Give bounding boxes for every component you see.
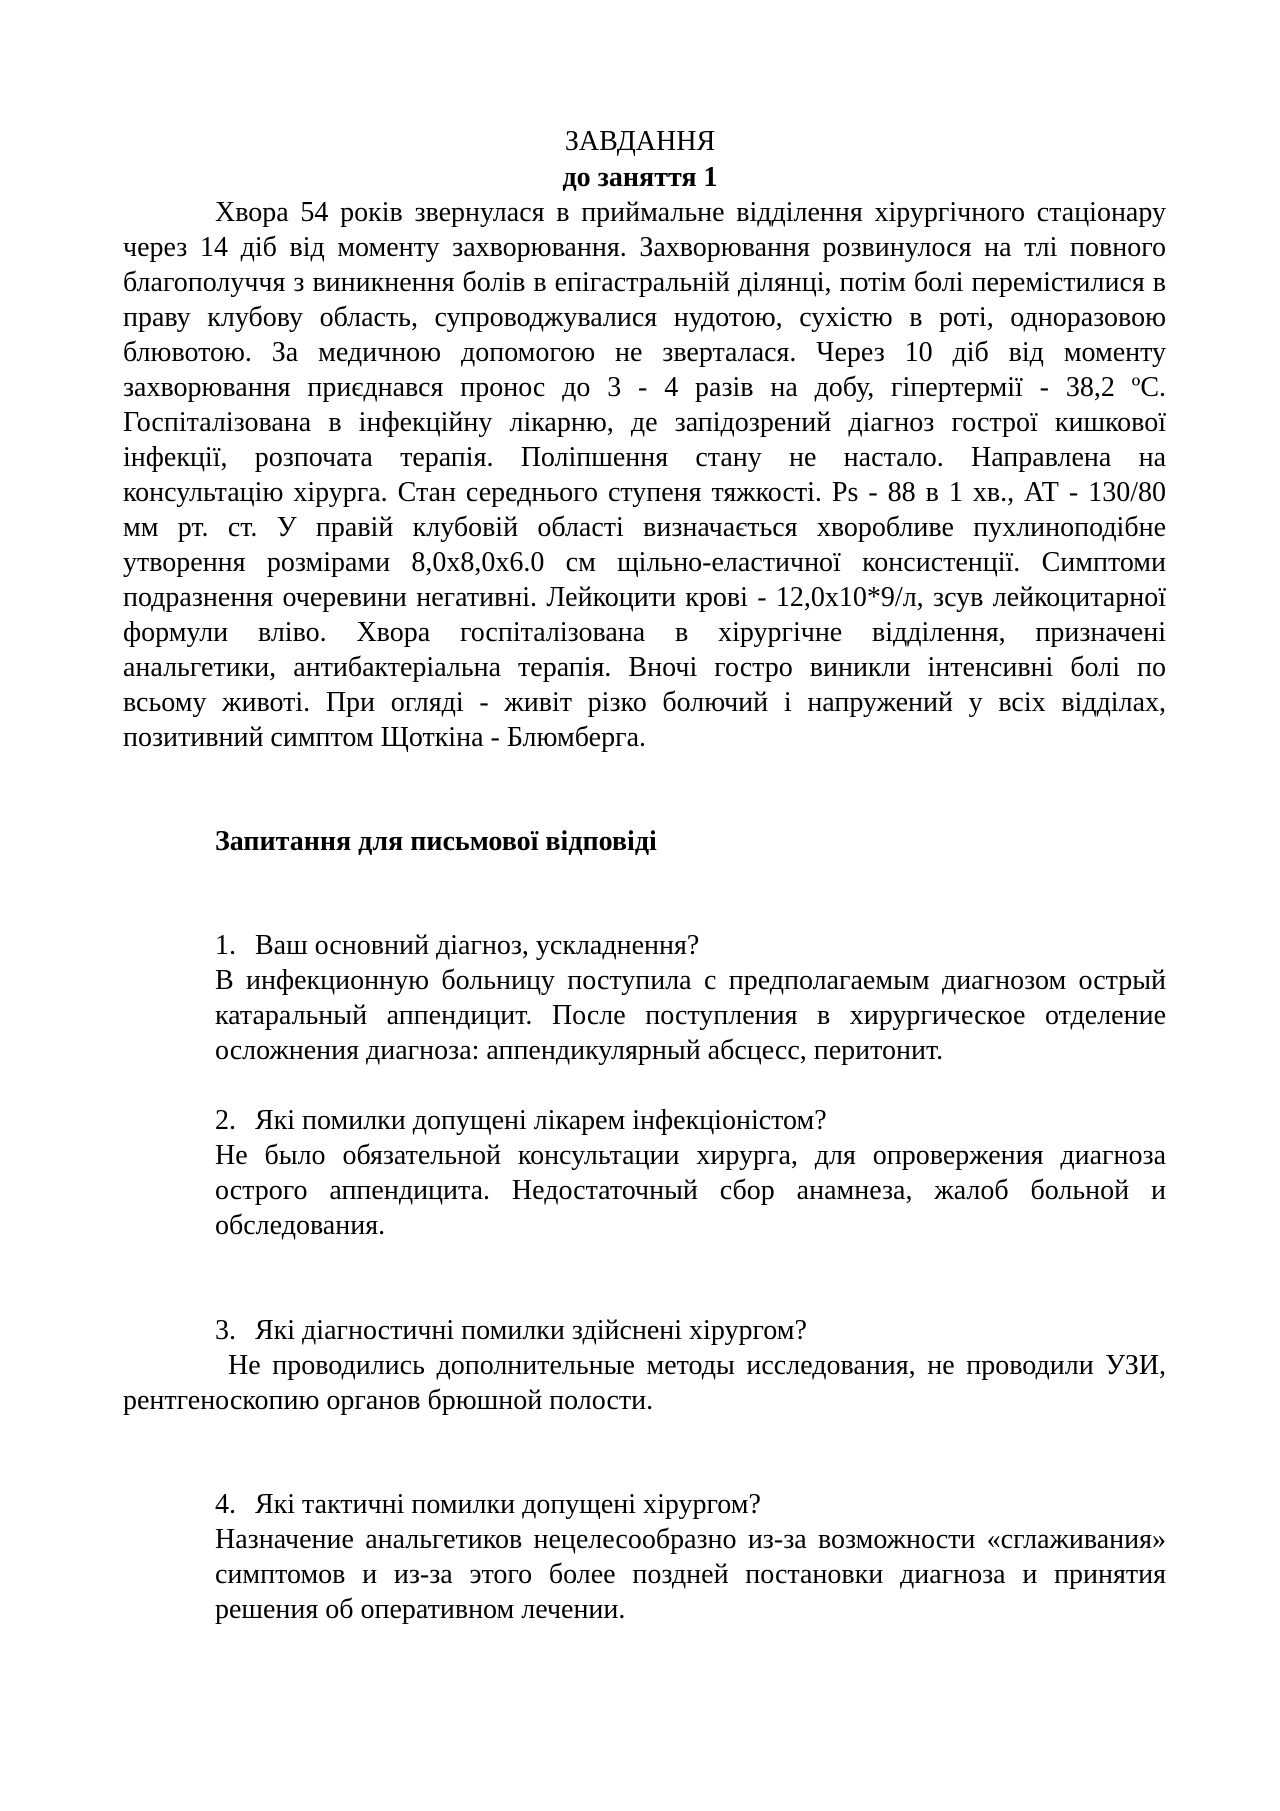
answer-text: Не проводились дополнительные методы исследования, не проводили УЗИ, рентгеноскопию органов брюшной полости.: [123, 1350, 1166, 1416]
case-description: Хвора 54 років звернулася в приймальне відділення хірургічного стаціонару через 14 діб від моменту захворювання. Захворювання розвинулося на тлі повного благополуччя з виникнення болів в епігастральній ділянці, потім болі перемістилися в праву клубову область, супроводжувалися нудотою, сухістю в роті, одноразовою блювотою. За медичною допомогою не зверталася. Через 10 діб від моменту захворювання приєднався пронос до 3 - 4 разів на добу, гіпертермії - 38,2 ºС. Госпіталізована в інфекційну лікарню, де запідозрений діагноз гострої кишкової інфекції, розпочата терапія. Поліпшення стану не настало. Направлена на консультацію хірурга. Стан середнього ступеня тяжкості. Ps - 88 в 1 хв., АТ - 130/80 мм рт. ст. У правій клубовій області визначається хворобливе пухлиноподібне утворення розмірами 8,0х8,0х6.0 см щільно-еластичної консистенції. Симптоми подразнення очеревини негативні. Лейкоцити крові - 12,0х10*9/л, зсув лейкоцитарної формули вліво. Хвора госпіталізована в хірургічне відділення, призначені анальгетики, антибактеріальна терапія. Вночі гостро виникли інтенсивні болі по всьому животі. При огляді - живіт різко болючий і напружений у всіх відділах, позитивний симптом Щоткіна - Блюмберга.: [123, 197, 1166, 753]
document-title: ЗАВДАННЯ: [564, 126, 716, 157]
document-subtitle: до заняття 1: [562, 162, 718, 193]
question-text: [215, 928, 1166, 963]
question-number: 4.: [215, 1489, 236, 1520]
question-number: 1.: [215, 930, 236, 961]
question-label: Які діагностичні помилки здійснені хірургом?: [255, 1315, 807, 1346]
question-number: 3.: [215, 1315, 236, 1346]
question-text: [215, 1487, 1166, 1522]
answer-text: В инфекционную больницу поступила с предполагаемым диагнозом острый катаральный аппендицит. После поступления в хирургическое отделение осложнения диагноза: аппендикулярный абсцесс, перитонит.: [215, 965, 1166, 1066]
question-number: 2.: [215, 1105, 236, 1136]
questions-heading: Запитання для письмової відповіді: [215, 826, 657, 857]
question-item-3: [215, 1313, 807, 1348]
question-item-2: [215, 1103, 1166, 1243]
question-label: Які помилки допущені лікарем інфекціоністом?: [255, 1105, 827, 1136]
answer-text: Не было обязательной консультации хирурга, для опровержения диагноза острого аппендицита. Недостаточный сбор анамнеза, жалоб больной и обследования.: [215, 1140, 1166, 1241]
question-item-1: [215, 928, 1166, 1068]
question-label: Ваш основний діагноз, ускладнення?: [255, 930, 700, 961]
answer-text: Назначение анальгетиков нецелесообразно из-за возможности «сглаживания» симптомов и из-за этого более поздней постановки диагноза и принятия решения об оперативном лечении.: [215, 1524, 1166, 1625]
question-item-4: [215, 1487, 1166, 1627]
question-label: Які тактичні помилки допущені хірургом?: [255, 1489, 761, 1520]
question-text: [215, 1103, 1166, 1138]
